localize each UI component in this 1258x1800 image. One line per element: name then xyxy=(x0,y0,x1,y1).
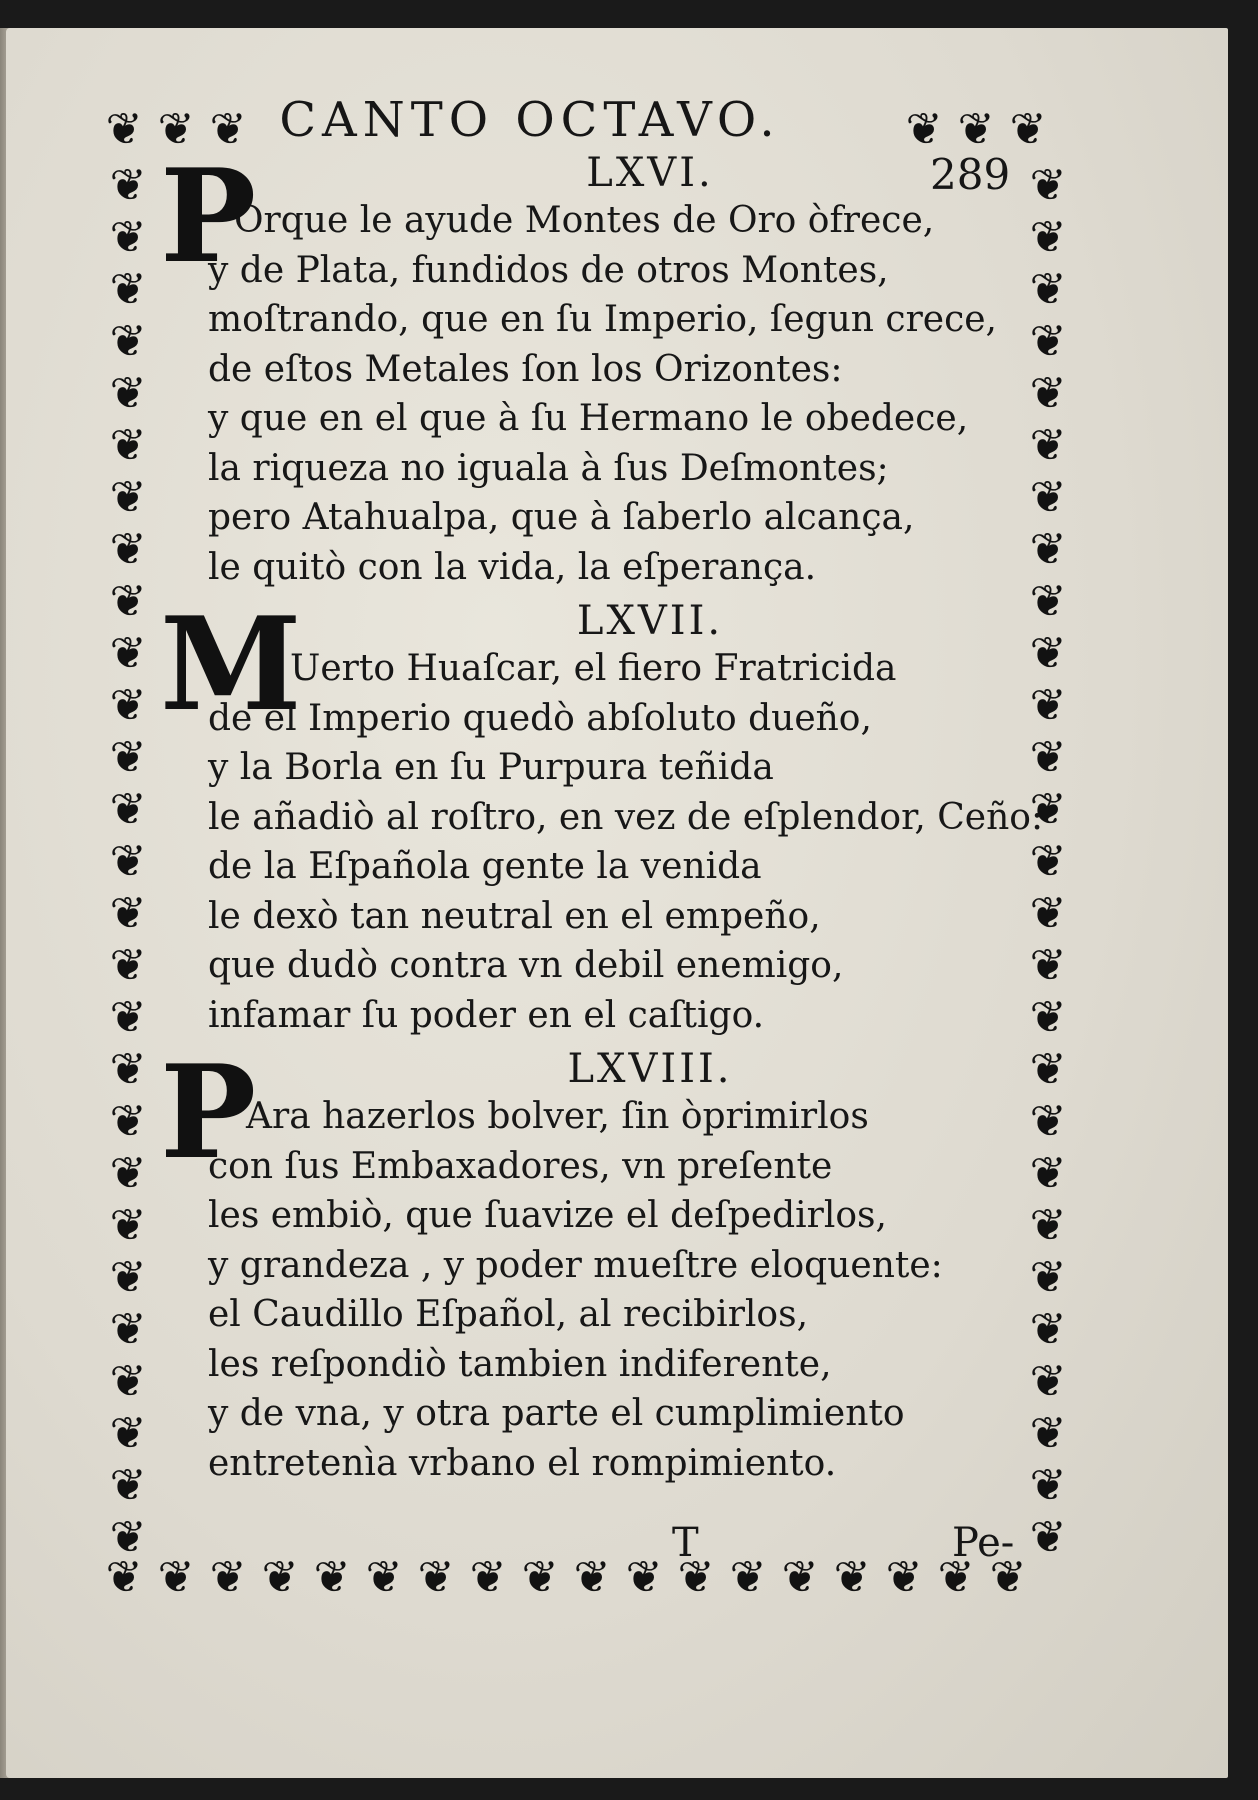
fleuron-icon: ❦ xyxy=(109,1512,147,1563)
fleuron-icon: ❦ xyxy=(109,212,147,263)
fleuron-icon: ❦ xyxy=(469,1552,507,1603)
fleuron-icon: ❦ xyxy=(313,1552,351,1603)
verse-line: y de vna, y otra parte el cumplimiento xyxy=(208,1393,905,1434)
fleuron-icon: ❦ xyxy=(1029,1200,1067,1251)
verse-line: y que en el que à ſu Hermano le obedece, xyxy=(208,398,969,439)
stanza-number: LXVII. xyxy=(576,598,724,644)
fleuron-icon: ❦ xyxy=(209,1552,247,1603)
fleuron-icon: ❦ xyxy=(109,368,147,419)
verse-line: de el Imperio quedò abſoluto dueño, xyxy=(208,697,872,739)
fleuron-icon: ❦ xyxy=(1029,1044,1067,1095)
fleuron-icon: ❦ xyxy=(261,1552,299,1603)
fleuron-icon: ❦ xyxy=(1029,1252,1067,1303)
poem-text xyxy=(160,142,1044,1488)
fleuron-icon: ❦ xyxy=(1029,1096,1067,1147)
fleuron-icon: ❦ xyxy=(109,1044,147,1095)
stanza-number: LXVIII. xyxy=(567,1046,733,1092)
fleuron-icon: ❦ xyxy=(109,472,147,523)
fleuron-icon: ❦ xyxy=(109,836,147,887)
verse-line: entretenìa vrbano el rompimiento. xyxy=(208,1442,837,1484)
fleuron-icon: ❦ xyxy=(109,160,147,211)
verse-line: de la Eſpañola gente la venida xyxy=(208,846,762,887)
signature-mark: T xyxy=(672,1520,699,1566)
fleuron-icon: ❦ xyxy=(109,1304,147,1355)
fleuron-icon: ❦ xyxy=(1029,160,1067,211)
fleuron-icon: ❦ xyxy=(1029,524,1067,575)
fleuron-icon: ❦ xyxy=(1009,104,1047,155)
fleuron-icon: ❦ xyxy=(109,576,147,627)
fleuron-icon: ❦ xyxy=(109,1200,147,1251)
stanza xyxy=(160,142,1020,592)
border-right xyxy=(1018,160,1078,1600)
fleuron-icon: ❦ xyxy=(157,1552,195,1603)
verse-line: y la Borla en ſu Purpura teñida xyxy=(208,747,774,788)
fleuron-icon: ❦ xyxy=(109,732,147,783)
fleuron-icon: ❦ xyxy=(1029,1408,1067,1459)
verse-line: Uerto Huaſcar, el fiero Fratricida xyxy=(290,648,897,689)
fleuron-icon: ❦ xyxy=(1029,784,1067,835)
fleuron-icon: ❦ xyxy=(109,888,147,939)
stanza-number: LXVI. xyxy=(586,150,714,196)
fleuron-icon: ❦ xyxy=(1029,1460,1067,1511)
fleuron-icon: ❦ xyxy=(1029,264,1067,315)
fleuron-icon: ❦ xyxy=(1029,316,1067,367)
verse-line: con ſus Embaxadores, vn preſente xyxy=(208,1145,833,1187)
fleuron-icon: ❦ xyxy=(573,1552,611,1603)
fleuron-icon: ❦ xyxy=(1029,1512,1067,1563)
fleuron-icon: ❦ xyxy=(105,1552,143,1603)
fleuron-icon: ❦ xyxy=(905,104,943,155)
fleuron-icon: ❦ xyxy=(109,628,147,679)
fleuron-icon: ❦ xyxy=(1029,732,1067,783)
verse-line: pero Atahualpa, que à ſaberlo alcança, xyxy=(208,497,915,538)
fleuron-icon: ❦ xyxy=(109,524,147,575)
stanza xyxy=(160,1038,1020,1488)
fleuron-icon: ❦ xyxy=(937,1552,975,1603)
fleuron-icon: ❦ xyxy=(109,1408,147,1459)
fleuron-icon: ❦ xyxy=(109,1356,147,1407)
fleuron-icon: ❦ xyxy=(729,1552,767,1603)
verse-line: les embiò, que ſuavize el deſpedirlos, xyxy=(208,1195,887,1236)
fleuron-icon: ❦ xyxy=(109,1252,147,1303)
drop-cap: P xyxy=(160,142,257,292)
fleuron-icon: ❦ xyxy=(105,104,143,155)
fleuron-icon: ❦ xyxy=(1029,940,1067,991)
catchword: Pe- xyxy=(952,1520,1015,1566)
fleuron-icon: ❦ xyxy=(109,264,147,315)
fleuron-icon: ❦ xyxy=(109,992,147,1043)
verse-line: Orque le ayude Montes de Oro òfrece, xyxy=(234,200,935,241)
drop-cap: M xyxy=(160,590,302,740)
fleuron-icon: ❦ xyxy=(833,1552,871,1603)
drop-cap: P xyxy=(160,1038,257,1188)
fleuron-icon: ❦ xyxy=(109,420,147,471)
fleuron-icon: ❦ xyxy=(1029,680,1067,731)
fleuron-icon: ❦ xyxy=(781,1552,819,1603)
fleuron-icon: ❦ xyxy=(1029,420,1067,471)
fleuron-icon: ❦ xyxy=(157,104,195,155)
fleuron-icon: ❦ xyxy=(957,104,995,155)
verse-line: que dudò contra vn debil enemigo, xyxy=(208,945,844,986)
fleuron-icon: ❦ xyxy=(109,1460,147,1511)
border-bottom xyxy=(98,1548,1078,1608)
fleuron-icon: ❦ xyxy=(109,784,147,835)
fleuron-icon: ❦ xyxy=(365,1552,403,1603)
verse-line: infamar ſu poder en el caſtigo. xyxy=(208,994,765,1036)
fleuron-icon: ❦ xyxy=(1029,628,1067,679)
fleuron-icon: ❦ xyxy=(109,680,147,731)
fleuron-icon: ❦ xyxy=(209,104,247,155)
verse-line: el Caudillo Eſpañol, al recibirlos, xyxy=(208,1294,809,1335)
verse-line: le añadiò al roſtro, en vez de eſplendor, Ceño: xyxy=(208,796,1044,838)
fleuron-icon: ❦ xyxy=(1029,1356,1067,1407)
verse-line: y de Plata, fundidos de otros Montes, xyxy=(208,249,889,291)
verse-line: de eſtos Metales ſon los Orizontes: xyxy=(208,348,843,390)
fleuron-icon: ❦ xyxy=(1029,368,1067,419)
fleuron-icon: ❦ xyxy=(989,1552,1027,1603)
fleuron-icon: ❦ xyxy=(1029,888,1067,939)
fleuron-icon: ❦ xyxy=(109,1096,147,1147)
fleuron-icon: ❦ xyxy=(109,940,147,991)
verse-line: y grandeza , y poder mueſtre eloquente: xyxy=(208,1244,943,1286)
verse-line: Ara hazerlos bolver, ſin òprimirlos xyxy=(246,1096,869,1137)
border-left xyxy=(98,160,158,1600)
verse-line: le dexò tan neutral en el empeño, xyxy=(208,895,821,937)
fleuron-icon: ❦ xyxy=(1029,472,1067,523)
fleuron-icon: ❦ xyxy=(677,1552,715,1603)
verse-line: les reſpondiò tambien indiferente, xyxy=(208,1343,832,1385)
fleuron-icon: ❦ xyxy=(417,1552,455,1603)
verse-line: la riqueza no iguala à ſus Deſmontes; xyxy=(208,447,889,489)
stanza xyxy=(160,590,1044,1040)
fleuron-icon: ❦ xyxy=(1029,836,1067,887)
fleuron-icon: ❦ xyxy=(1029,1304,1067,1355)
fleuron-icon: ❦ xyxy=(109,1148,147,1199)
fleuron-icon: ❦ xyxy=(1029,212,1067,263)
fleuron-icon: ❦ xyxy=(885,1552,923,1603)
fleuron-icon: ❦ xyxy=(625,1552,663,1603)
verse-line: le quitò con la vida, la eſperança. xyxy=(208,546,817,588)
running-title: CANTO OCTAVO. xyxy=(279,92,781,148)
fleuron-icon: ❦ xyxy=(1029,1148,1067,1199)
fleuron-icon: ❦ xyxy=(521,1552,559,1603)
fleuron-icon: ❦ xyxy=(1029,992,1067,1043)
fleuron-icon: ❦ xyxy=(109,316,147,367)
page-number: 289 xyxy=(930,150,1011,199)
verse-line: moſtrando, que en ſu Imperio, ſegun crece, xyxy=(208,299,997,340)
fleuron-icon: ❦ xyxy=(1029,576,1067,627)
